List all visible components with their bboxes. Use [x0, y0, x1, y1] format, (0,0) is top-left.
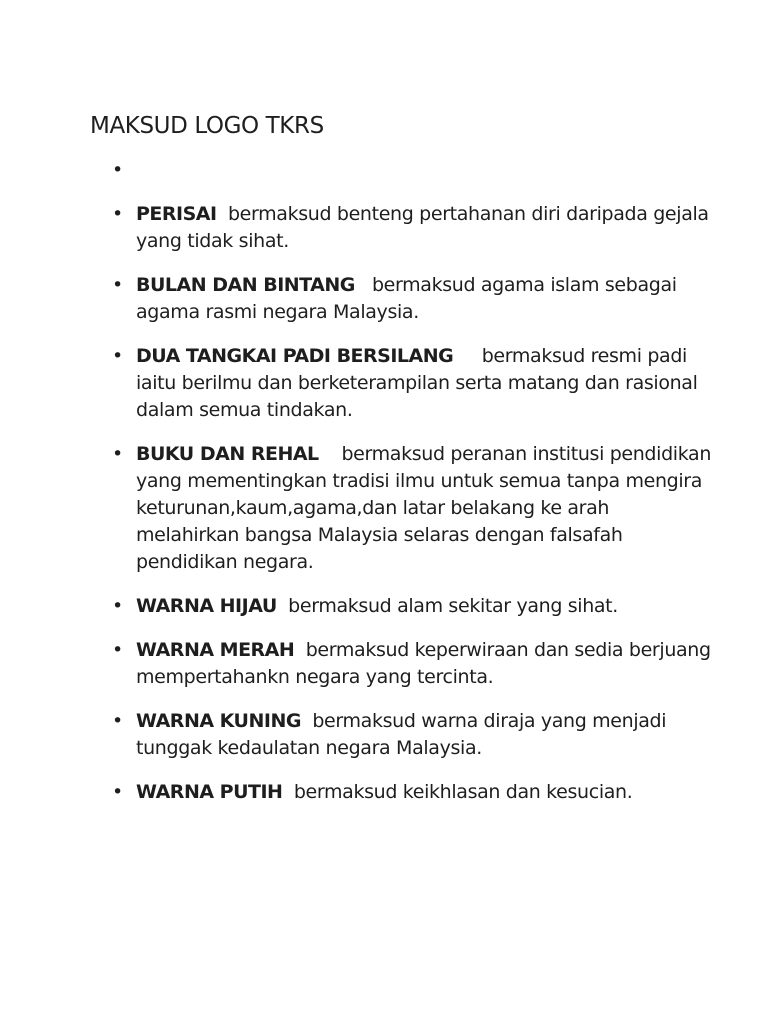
item-gap [294, 639, 305, 661]
bullet-icon: • [112, 710, 123, 732]
item-gap [282, 781, 293, 803]
bullet-icon: • [112, 203, 123, 225]
item-description: bermaksud peranan institusi pendidikan yang mementingkan tradisi ilmu untuk semua tanpa mengira keturunan,kaum,agama,dan latar belakang ke arah melahirkan bangsa Malaysia selaras dengan falsafah pendidikan negara. [136, 443, 712, 573]
item-description: bermaksud keperwiraan dan sedia berjuang mempertahankn negara yang tercinta. [136, 639, 711, 688]
item-term: WARNA KUNING [136, 710, 301, 732]
item-term: BULAN DAN BINTANG [136, 274, 355, 296]
list-item-warna-hijau [112, 593, 712, 620]
list-item-warna-putih [112, 779, 712, 806]
bullet-icon: • [112, 639, 123, 661]
item-gap [217, 203, 228, 225]
bullet-icon: • [112, 781, 123, 803]
list-item-perisai [112, 201, 712, 255]
item-gap [277, 595, 288, 617]
item-term: DUA TANGKAI PADI BERSILANG [136, 345, 454, 367]
list-item-dua-tangkai-padi [112, 343, 712, 424]
list-item-warna-kuning [112, 708, 712, 762]
list-item-warna-merah [112, 637, 712, 691]
item-gap [453, 345, 481, 367]
item-description: bermaksud benteng pertahanan diri daripada gejala yang tidak sihat. [136, 203, 709, 252]
item-term: WARNA HIJAU [136, 595, 277, 617]
bullet-icon: • [112, 159, 123, 181]
item-gap [301, 710, 312, 732]
item-term: BUKU DAN REHAL [136, 443, 319, 465]
list-item-empty [112, 157, 712, 184]
item-description: bermaksud resmi padi iaitu berilmu dan berketerampilan serta matang dan rasional dalam semua tindakan. [136, 345, 698, 421]
item-description: bermaksud warna diraja yang menjadi tunggak kedaulatan negara Malaysia. [136, 710, 667, 759]
item-description: bermaksud keikhlasan dan kesucian. [293, 781, 633, 803]
item-term: WARNA PUTIH [136, 781, 283, 803]
bullet-icon: • [112, 345, 123, 367]
item-term: WARNA MERAH [136, 639, 295, 661]
item-description: bermaksud agama islam sebagai agama rasmi negara Malaysia. [136, 274, 677, 323]
list-item-bulan-dan-bintang [112, 272, 712, 326]
item-gap [355, 274, 372, 296]
bullet-icon: • [112, 595, 123, 617]
bullet-icon: • [112, 443, 123, 465]
bullet-icon: • [112, 274, 123, 296]
item-term: PERISAI [136, 203, 217, 225]
list-item-buku-dan-rehal [112, 441, 712, 576]
document-title: MAKSUD LOGO TKRS [90, 113, 324, 139]
logo-meaning-list [112, 157, 712, 806]
item-description: bermaksud alam sekitar yang sihat. [288, 595, 618, 617]
item-gap [319, 443, 342, 465]
